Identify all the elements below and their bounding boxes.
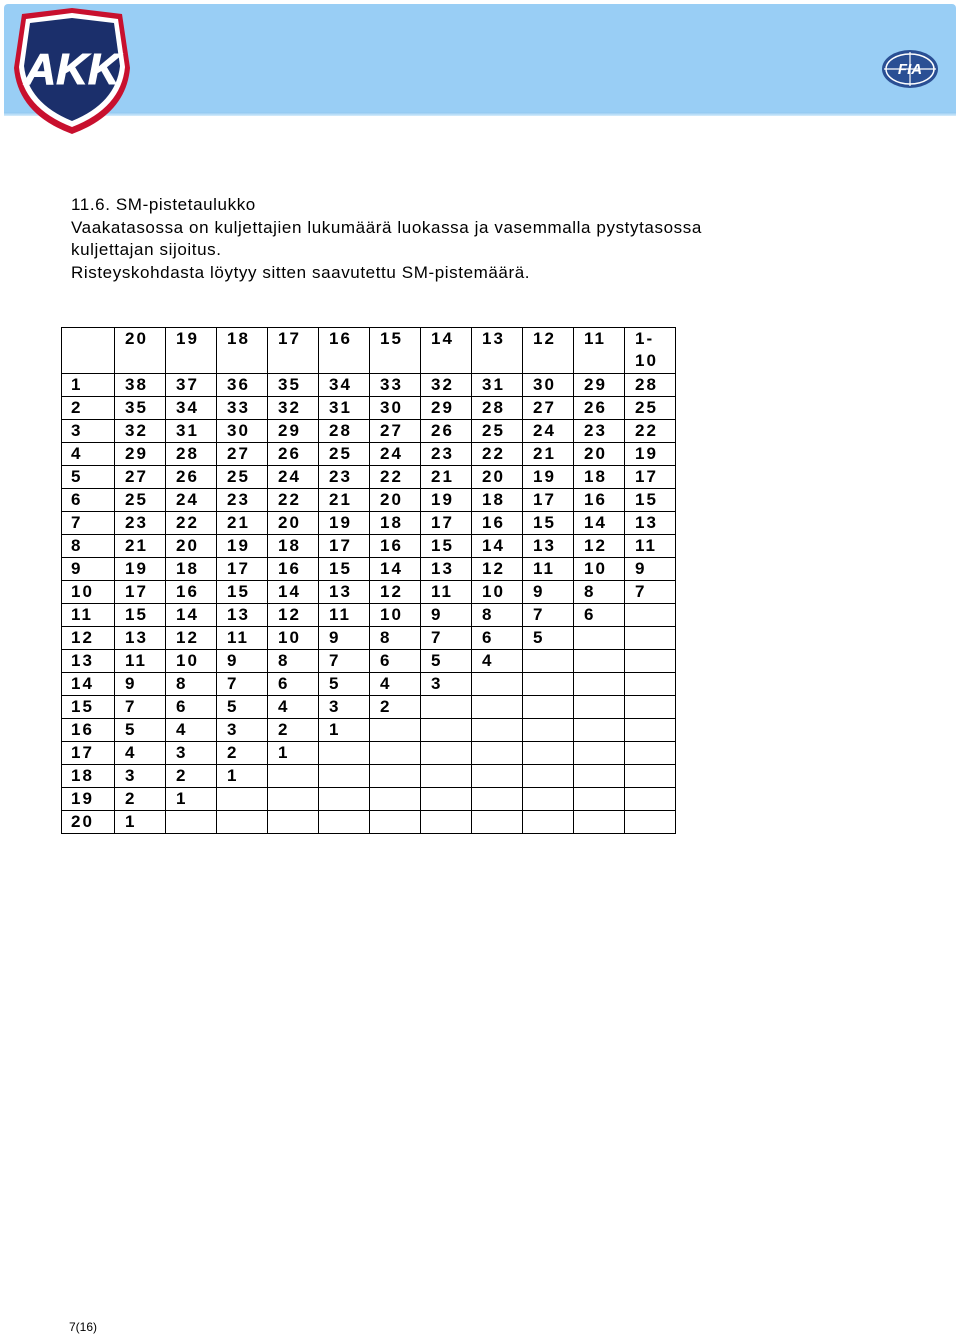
points-cell bbox=[370, 811, 421, 834]
points-cell: 32 bbox=[421, 374, 472, 397]
points-cell bbox=[625, 788, 676, 811]
intro-line: Risteyskohdasta löytyy sitten saavutettu SM-pistemäärä. bbox=[71, 262, 531, 282]
points-cell: 8 bbox=[472, 604, 523, 627]
header-cell: 12 bbox=[523, 328, 574, 374]
points-cell: 27 bbox=[370, 420, 421, 443]
points-cell: 16 bbox=[472, 512, 523, 535]
points-cell: 19 bbox=[217, 535, 268, 558]
points-cell bbox=[472, 673, 523, 696]
rank-cell: 19 bbox=[62, 788, 115, 811]
table-row bbox=[62, 443, 676, 466]
points-cell: 18 bbox=[268, 535, 319, 558]
points-cell: 18 bbox=[166, 558, 217, 581]
points-cell: 9 bbox=[319, 627, 370, 650]
points-cell: 17 bbox=[217, 558, 268, 581]
points-cell: 34 bbox=[319, 374, 370, 397]
header-cell: 14 bbox=[421, 328, 472, 374]
points-cell: 12 bbox=[574, 535, 625, 558]
points-cell: 35 bbox=[268, 374, 319, 397]
rank-cell: 14 bbox=[62, 673, 115, 696]
points-cell: 11 bbox=[523, 558, 574, 581]
points-cell: 30 bbox=[523, 374, 574, 397]
points-cell: 16 bbox=[574, 489, 625, 512]
points-cell bbox=[217, 811, 268, 834]
points-cell: 31 bbox=[319, 397, 370, 420]
rank-cell: 7 bbox=[62, 512, 115, 535]
table-row bbox=[62, 627, 676, 650]
rank-cell: 17 bbox=[62, 742, 115, 765]
points-cell: 14 bbox=[166, 604, 217, 627]
points-cell bbox=[574, 673, 625, 696]
points-cell: 20 bbox=[574, 443, 625, 466]
points-cell: 22 bbox=[625, 420, 676, 443]
header-cell: 19 bbox=[166, 328, 217, 374]
points-cell: 4 bbox=[370, 673, 421, 696]
points-cell: 22 bbox=[370, 466, 421, 489]
points-cell: 26 bbox=[421, 420, 472, 443]
points-table bbox=[61, 327, 676, 834]
points-cell: 25 bbox=[217, 466, 268, 489]
rank-cell: 2 bbox=[62, 397, 115, 420]
points-cell: 26 bbox=[574, 397, 625, 420]
rank-cell: 10 bbox=[62, 581, 115, 604]
points-cell: 30 bbox=[217, 420, 268, 443]
fia-logo bbox=[880, 48, 940, 90]
points-cell: 25 bbox=[472, 420, 523, 443]
table-row bbox=[62, 604, 676, 627]
points-cell: 30 bbox=[370, 397, 421, 420]
points-cell: 24 bbox=[268, 466, 319, 489]
header-cell: 1- 10 bbox=[625, 328, 676, 374]
table-row bbox=[62, 765, 676, 788]
points-cell: 14 bbox=[472, 535, 523, 558]
points-cell: 13 bbox=[319, 581, 370, 604]
points-cell bbox=[319, 788, 370, 811]
points-cell: 1 bbox=[115, 811, 166, 834]
points-cell bbox=[370, 719, 421, 742]
points-cell: 25 bbox=[115, 489, 166, 512]
rank-cell: 15 bbox=[62, 696, 115, 719]
table-row bbox=[62, 673, 676, 696]
points-cell: 15 bbox=[523, 512, 574, 535]
points-cell: 23 bbox=[217, 489, 268, 512]
points-cell: 10 bbox=[472, 581, 523, 604]
points-cell: 13 bbox=[421, 558, 472, 581]
page-number: 7(16) bbox=[69, 1320, 98, 1334]
points-cell: 3 bbox=[421, 673, 472, 696]
points-cell: 13 bbox=[523, 535, 574, 558]
points-cell: 23 bbox=[115, 512, 166, 535]
points-cell: 9 bbox=[115, 673, 166, 696]
points-cell: 4 bbox=[472, 650, 523, 673]
points-cell: 27 bbox=[115, 466, 166, 489]
points-cell: 17 bbox=[421, 512, 472, 535]
points-cell: 2 bbox=[370, 696, 421, 719]
points-cell: 22 bbox=[166, 512, 217, 535]
points-cell bbox=[421, 696, 472, 719]
points-cell: 2 bbox=[268, 719, 319, 742]
points-cell: 32 bbox=[115, 420, 166, 443]
points-cell: 22 bbox=[472, 443, 523, 466]
points-cell bbox=[217, 788, 268, 811]
points-cell bbox=[472, 765, 523, 788]
points-cell: 11 bbox=[625, 535, 676, 558]
svg-text:AKK: AKK bbox=[24, 45, 120, 94]
points-cell bbox=[574, 788, 625, 811]
points-cell: 23 bbox=[319, 466, 370, 489]
points-cell: 7 bbox=[115, 696, 166, 719]
table-row bbox=[62, 788, 676, 811]
points-cell bbox=[472, 788, 523, 811]
points-cell: 1 bbox=[268, 742, 319, 765]
points-cell: 29 bbox=[574, 374, 625, 397]
points-cell: 25 bbox=[319, 443, 370, 466]
intro-line: Vaakatasossa on kuljettajien lukumäärä luokassa ja vasemmalla pystytasossa bbox=[71, 217, 702, 237]
points-cell bbox=[523, 811, 574, 834]
points-cell: 20 bbox=[472, 466, 523, 489]
points-cell: 23 bbox=[574, 420, 625, 443]
points-cell bbox=[625, 627, 676, 650]
points-cell: 7 bbox=[421, 627, 472, 650]
table-row bbox=[62, 466, 676, 489]
points-cell: 13 bbox=[217, 604, 268, 627]
points-cell: 7 bbox=[625, 581, 676, 604]
table-row bbox=[62, 558, 676, 581]
points-cell: 29 bbox=[115, 443, 166, 466]
points-cell: 28 bbox=[166, 443, 217, 466]
points-cell bbox=[421, 811, 472, 834]
points-cell: 38 bbox=[115, 374, 166, 397]
points-cell: 16 bbox=[370, 535, 421, 558]
rank-cell: 4 bbox=[62, 443, 115, 466]
points-cell: 24 bbox=[523, 420, 574, 443]
points-cell: 4 bbox=[115, 742, 166, 765]
points-cell: 18 bbox=[574, 466, 625, 489]
points-cell: 19 bbox=[115, 558, 166, 581]
points-cell: 24 bbox=[370, 443, 421, 466]
points-cell bbox=[625, 765, 676, 788]
points-cell: 9 bbox=[421, 604, 472, 627]
points-cell: 29 bbox=[268, 420, 319, 443]
table-row bbox=[62, 512, 676, 535]
rank-cell: 5 bbox=[62, 466, 115, 489]
points-cell bbox=[625, 650, 676, 673]
points-cell: 9 bbox=[523, 581, 574, 604]
points-cell: 16 bbox=[166, 581, 217, 604]
points-cell: 7 bbox=[523, 604, 574, 627]
points-cell: 31 bbox=[472, 374, 523, 397]
points-cell: 19 bbox=[625, 443, 676, 466]
points-cell: 15 bbox=[115, 604, 166, 627]
points-cell: 3 bbox=[115, 765, 166, 788]
points-cell: 11 bbox=[319, 604, 370, 627]
points-cell: 37 bbox=[166, 374, 217, 397]
points-cell: 1 bbox=[319, 719, 370, 742]
points-cell: 24 bbox=[166, 489, 217, 512]
points-cell: 17 bbox=[319, 535, 370, 558]
points-cell: 11 bbox=[421, 581, 472, 604]
points-cell bbox=[421, 719, 472, 742]
points-cell bbox=[625, 696, 676, 719]
points-cell bbox=[370, 788, 421, 811]
header-cell: 11 bbox=[574, 328, 625, 374]
points-cell: 12 bbox=[268, 604, 319, 627]
points-cell: 8 bbox=[370, 627, 421, 650]
points-cell: 12 bbox=[472, 558, 523, 581]
points-cell: 14 bbox=[268, 581, 319, 604]
points-cell bbox=[625, 742, 676, 765]
points-cell bbox=[523, 696, 574, 719]
points-cell bbox=[625, 811, 676, 834]
points-cell: 29 bbox=[421, 397, 472, 420]
points-cell: 13 bbox=[115, 627, 166, 650]
points-cell bbox=[574, 650, 625, 673]
points-cell bbox=[523, 673, 574, 696]
points-cell: 28 bbox=[319, 420, 370, 443]
points-cell: 21 bbox=[319, 489, 370, 512]
points-cell bbox=[268, 788, 319, 811]
points-cell bbox=[523, 765, 574, 788]
points-cell: 9 bbox=[217, 650, 268, 673]
points-cell: 28 bbox=[472, 397, 523, 420]
rank-cell: 16 bbox=[62, 719, 115, 742]
points-cell: 2 bbox=[217, 742, 268, 765]
points-cell: 14 bbox=[574, 512, 625, 535]
intro-text bbox=[71, 194, 702, 284]
header-cell: 17 bbox=[268, 328, 319, 374]
table-row bbox=[62, 420, 676, 443]
header-cell: 20 bbox=[115, 328, 166, 374]
points-cell: 32 bbox=[268, 397, 319, 420]
points-cell: 8 bbox=[166, 673, 217, 696]
points-cell bbox=[523, 650, 574, 673]
points-cell bbox=[574, 696, 625, 719]
points-cell: 21 bbox=[421, 466, 472, 489]
points-cell: 11 bbox=[217, 627, 268, 650]
intro-line: kuljettajan sijoitus. bbox=[71, 240, 222, 259]
rank-cell: 11 bbox=[62, 604, 115, 627]
points-cell: 36 bbox=[217, 374, 268, 397]
points-cell bbox=[523, 719, 574, 742]
points-cell: 27 bbox=[523, 397, 574, 420]
points-cell: 5 bbox=[421, 650, 472, 673]
points-cell: 21 bbox=[115, 535, 166, 558]
rank-cell: 3 bbox=[62, 420, 115, 443]
points-cell: 14 bbox=[370, 558, 421, 581]
points-cell: 21 bbox=[217, 512, 268, 535]
points-cell bbox=[574, 811, 625, 834]
points-cell bbox=[421, 788, 472, 811]
points-cell: 3 bbox=[217, 719, 268, 742]
points-cell: 10 bbox=[166, 650, 217, 673]
points-cell: 11 bbox=[115, 650, 166, 673]
table-row bbox=[62, 811, 676, 834]
table-corner-cell bbox=[62, 328, 115, 374]
rank-cell: 12 bbox=[62, 627, 115, 650]
points-cell: 16 bbox=[268, 558, 319, 581]
points-cell: 12 bbox=[370, 581, 421, 604]
header-cell: 13 bbox=[472, 328, 523, 374]
rank-cell: 18 bbox=[62, 765, 115, 788]
points-cell: 6 bbox=[472, 627, 523, 650]
points-cell: 5 bbox=[319, 673, 370, 696]
points-cell: 10 bbox=[268, 627, 319, 650]
points-cell: 2 bbox=[166, 765, 217, 788]
points-cell: 2 bbox=[115, 788, 166, 811]
points-cell: 10 bbox=[370, 604, 421, 627]
points-cell: 3 bbox=[166, 742, 217, 765]
points-cell: 6 bbox=[574, 604, 625, 627]
points-cell: 33 bbox=[217, 397, 268, 420]
points-cell: 17 bbox=[523, 489, 574, 512]
points-cell: 7 bbox=[217, 673, 268, 696]
points-cell: 18 bbox=[370, 512, 421, 535]
points-cell: 15 bbox=[625, 489, 676, 512]
points-cell: 6 bbox=[370, 650, 421, 673]
points-cell: 20 bbox=[166, 535, 217, 558]
table-row bbox=[62, 650, 676, 673]
rank-cell: 13 bbox=[62, 650, 115, 673]
points-cell bbox=[574, 627, 625, 650]
table-row bbox=[62, 719, 676, 742]
header-band bbox=[4, 4, 956, 112]
points-cell: 17 bbox=[115, 581, 166, 604]
points-cell: 7 bbox=[319, 650, 370, 673]
rank-cell: 9 bbox=[62, 558, 115, 581]
points-cell: 8 bbox=[268, 650, 319, 673]
table-row bbox=[62, 397, 676, 420]
points-cell bbox=[625, 673, 676, 696]
points-cell bbox=[625, 719, 676, 742]
points-cell: 1 bbox=[166, 788, 217, 811]
points-cell bbox=[472, 719, 523, 742]
points-cell bbox=[319, 811, 370, 834]
points-cell: 6 bbox=[268, 673, 319, 696]
points-cell bbox=[523, 742, 574, 765]
points-cell: 31 bbox=[166, 420, 217, 443]
points-cell: 5 bbox=[115, 719, 166, 742]
points-cell: 8 bbox=[574, 581, 625, 604]
points-cell: 19 bbox=[523, 466, 574, 489]
points-cell: 13 bbox=[625, 512, 676, 535]
points-cell: 4 bbox=[166, 719, 217, 742]
table-row bbox=[62, 581, 676, 604]
section-heading: 11.6. SM-pistetaulukko bbox=[71, 195, 256, 214]
points-cell: 34 bbox=[166, 397, 217, 420]
points-cell: 5 bbox=[217, 696, 268, 719]
points-cell bbox=[370, 742, 421, 765]
points-cell bbox=[421, 765, 472, 788]
points-cell bbox=[625, 604, 676, 627]
points-cell bbox=[574, 719, 625, 742]
points-cell: 3 bbox=[319, 696, 370, 719]
points-cell bbox=[574, 765, 625, 788]
points-cell bbox=[319, 765, 370, 788]
points-cell bbox=[421, 742, 472, 765]
table-row bbox=[62, 489, 676, 512]
rank-cell: 20 bbox=[62, 811, 115, 834]
points-cell: 26 bbox=[166, 466, 217, 489]
points-cell bbox=[319, 742, 370, 765]
table-row bbox=[62, 535, 676, 558]
points-cell: 27 bbox=[217, 443, 268, 466]
table-row bbox=[62, 696, 676, 719]
points-cell: 21 bbox=[523, 443, 574, 466]
header-cell: 16 bbox=[319, 328, 370, 374]
points-cell bbox=[268, 811, 319, 834]
points-cell bbox=[472, 696, 523, 719]
points-cell bbox=[268, 765, 319, 788]
points-cell bbox=[166, 811, 217, 834]
points-cell: 15 bbox=[319, 558, 370, 581]
points-cell: 12 bbox=[166, 627, 217, 650]
akk-logo bbox=[6, 4, 138, 138]
table-row bbox=[62, 374, 676, 397]
points-cell bbox=[574, 742, 625, 765]
points-cell: 35 bbox=[115, 397, 166, 420]
rank-cell: 1 bbox=[62, 374, 115, 397]
points-cell: 4 bbox=[268, 696, 319, 719]
points-cell bbox=[472, 811, 523, 834]
points-cell: 5 bbox=[523, 627, 574, 650]
rank-cell: 6 bbox=[62, 489, 115, 512]
points-cell: 1 bbox=[217, 765, 268, 788]
points-cell bbox=[472, 742, 523, 765]
points-cell: 20 bbox=[370, 489, 421, 512]
points-cell: 20 bbox=[268, 512, 319, 535]
points-cell: 28 bbox=[625, 374, 676, 397]
points-cell: 33 bbox=[370, 374, 421, 397]
points-cell: 26 bbox=[268, 443, 319, 466]
points-cell: 19 bbox=[319, 512, 370, 535]
points-cell bbox=[370, 765, 421, 788]
points-cell: 25 bbox=[625, 397, 676, 420]
points-cell: 9 bbox=[625, 558, 676, 581]
points-cell: 22 bbox=[268, 489, 319, 512]
points-cell: 6 bbox=[166, 696, 217, 719]
points-cell: 15 bbox=[217, 581, 268, 604]
points-cell: 15 bbox=[421, 535, 472, 558]
points-cell: 19 bbox=[421, 489, 472, 512]
table-header-row bbox=[62, 328, 676, 374]
svg-text:FIA: FIA bbox=[897, 61, 923, 78]
points-cell bbox=[523, 788, 574, 811]
points-cell: 23 bbox=[421, 443, 472, 466]
table-row bbox=[62, 742, 676, 765]
header-cell: 18 bbox=[217, 328, 268, 374]
points-cell: 17 bbox=[625, 466, 676, 489]
rank-cell: 8 bbox=[62, 535, 115, 558]
points-cell: 18 bbox=[472, 489, 523, 512]
header-cell: 15 bbox=[370, 328, 421, 374]
points-cell: 10 bbox=[574, 558, 625, 581]
